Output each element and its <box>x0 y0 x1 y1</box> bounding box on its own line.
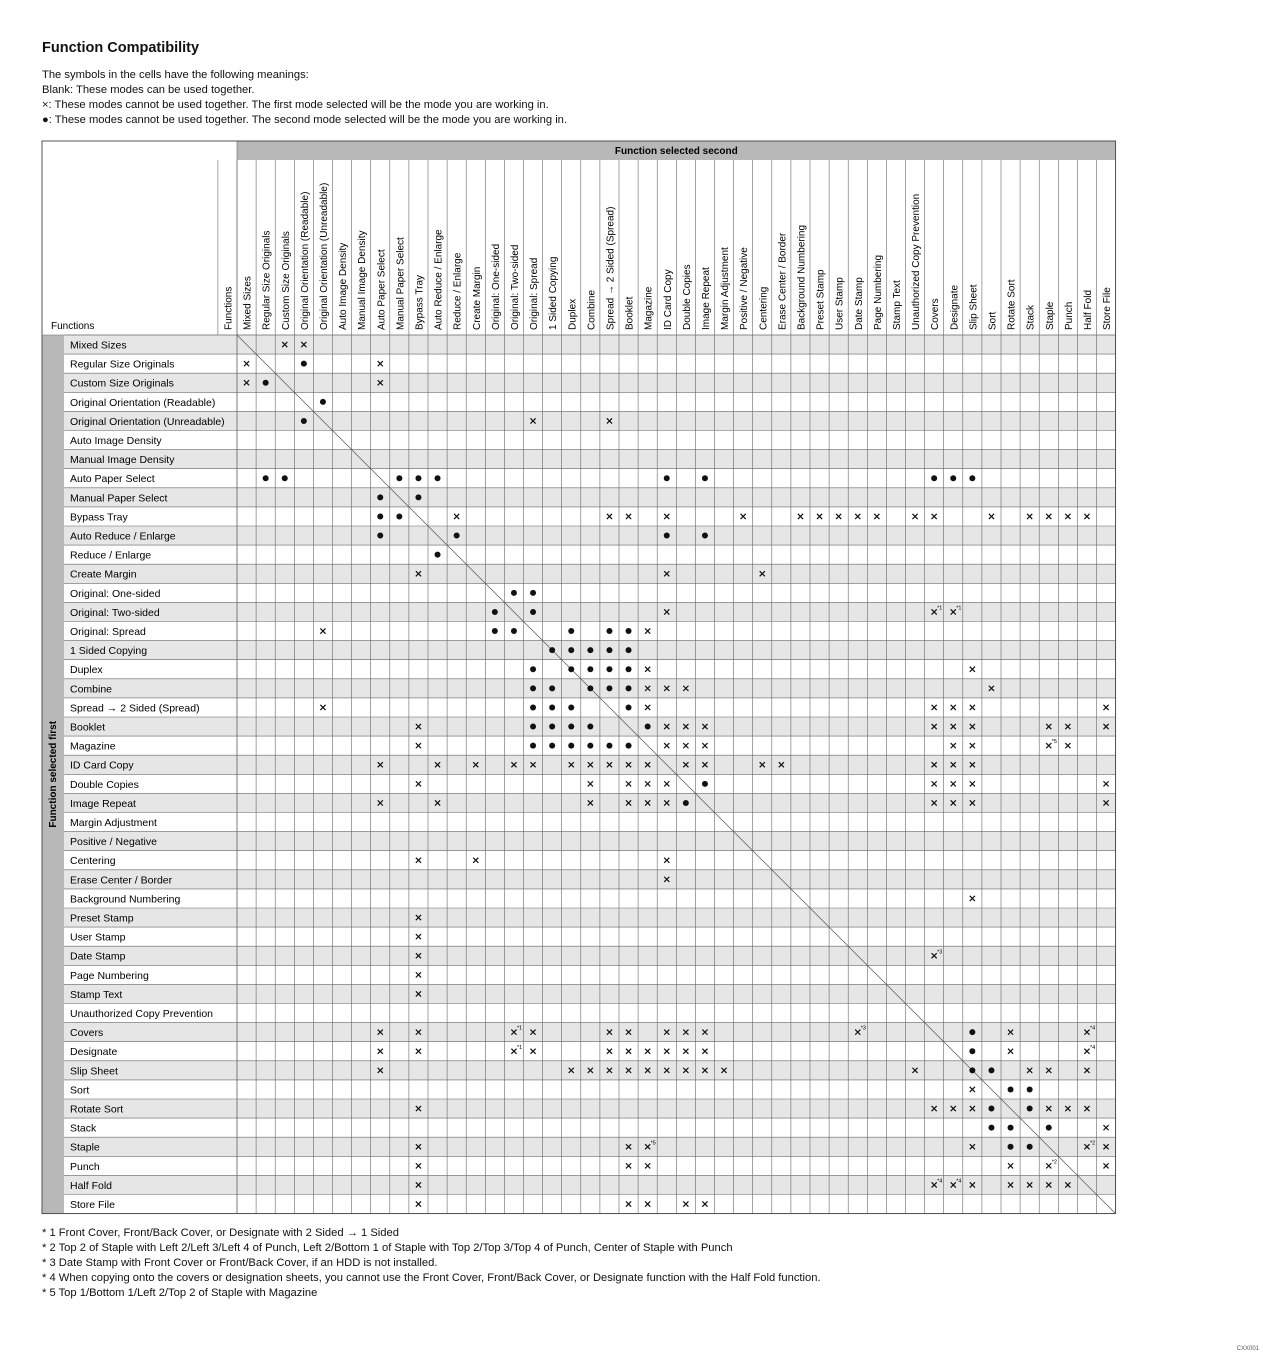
row-label: Regular Size Originals <box>70 358 175 371</box>
dot-mark <box>606 647 612 653</box>
dot-mark <box>626 666 632 672</box>
superscript-note: *1 <box>956 605 962 612</box>
row-label: Duplex <box>70 664 103 677</box>
superscript-note: *5 <box>1051 739 1057 746</box>
dot-mark <box>530 666 536 672</box>
superscript-note: *1 <box>516 1044 523 1051</box>
superscript-note: *3 <box>860 1025 866 1032</box>
dot-mark <box>568 666 574 672</box>
row-label: Original: One-sided <box>70 587 161 600</box>
dot-mark <box>587 724 593 730</box>
dot-mark <box>568 743 574 749</box>
row-shade <box>64 1023 1116 1042</box>
row-label: Create Margin <box>70 568 137 581</box>
dot-mark <box>415 494 421 500</box>
column-label: Custom Size Originals <box>280 231 292 330</box>
row-shade <box>64 832 1116 851</box>
row-label: Designate <box>70 1046 118 1059</box>
first-header-label: Function selected first <box>48 720 59 828</box>
row-label: Magazine <box>70 740 116 753</box>
dot-mark <box>549 743 555 749</box>
row-label: Image Repeat <box>70 797 136 810</box>
column-label: Stack <box>1025 304 1037 330</box>
row-label: Manual Paper Select <box>70 492 168 505</box>
column-label: Spread → 2 Sided (Spread) <box>605 206 617 330</box>
dot-mark <box>301 418 307 424</box>
dot-mark <box>1008 1144 1014 1150</box>
column-label: Combine <box>586 289 598 330</box>
column-label: Punch <box>1063 301 1075 330</box>
dot-mark <box>587 666 593 672</box>
row-label: Original Orientation (Unreadable) <box>70 415 225 428</box>
legend-line: The symbols in the cells have the following meanings: <box>42 69 309 81</box>
legend-line: ●: These modes cannot be used together. The second mode selected will be the mode you are working in. <box>42 114 568 126</box>
row-label: Punch <box>70 1160 100 1173</box>
dot-mark <box>626 685 632 691</box>
column-label: Margin Adjustment <box>720 247 732 330</box>
legend-line: Blank: These modes can be used together. <box>42 84 255 96</box>
dot-mark <box>626 628 632 634</box>
dot-mark <box>568 647 574 653</box>
dot-mark <box>415 475 421 481</box>
dot-mark <box>683 800 689 806</box>
row-label: 1 Sided Copying <box>70 645 148 658</box>
row-label: Auto Reduce / Enlarge <box>70 530 176 543</box>
superscript-note: *4 <box>1089 1044 1096 1051</box>
dot-mark <box>263 380 269 386</box>
dot-mark <box>606 628 612 634</box>
dot-mark <box>626 647 632 653</box>
superscript-note: *5 <box>650 1140 656 1147</box>
row-label: Preset Stamp <box>70 912 134 925</box>
column-label: Bypass Tray <box>414 274 426 330</box>
column-label: Regular Size Originals <box>261 230 273 330</box>
superscript-note: *2 <box>1051 1159 1057 1166</box>
row-label: Reduce / Enlarge <box>70 549 152 562</box>
column-label: Slip Sheet <box>968 284 980 330</box>
dot-mark <box>568 704 574 710</box>
column-label: Auto Paper Select <box>376 249 388 330</box>
row-label: Spread → 2 Sided (Spread) <box>70 702 200 715</box>
second-header-label: Function selected second <box>614 146 738 157</box>
dot-mark <box>1027 1086 1033 1092</box>
row-shade <box>64 488 1116 507</box>
column-label: ID Card Copy <box>662 269 674 330</box>
row-label: Rotate Sort <box>70 1103 124 1116</box>
column-label: Covers <box>930 298 942 330</box>
dot-mark <box>282 475 288 481</box>
dot-mark <box>435 475 441 481</box>
column-label: Duplex <box>567 298 579 330</box>
dot-mark <box>530 743 536 749</box>
superscript-note: *3 <box>937 949 943 956</box>
row-label: Slip Sheet <box>70 1065 118 1078</box>
superscript-note: *1 <box>516 1025 523 1032</box>
column-label: Manual Image Density <box>357 230 369 330</box>
column-label: Sort <box>987 311 999 330</box>
row-label: Mixed Sizes <box>70 339 127 352</box>
dot-mark <box>950 475 956 481</box>
dot-mark <box>530 685 536 691</box>
column-label: Page Numbering <box>872 254 884 330</box>
column-label: Unauthorized Copy Prevention <box>911 193 923 330</box>
row-shade <box>64 564 1116 583</box>
dot-mark <box>587 685 593 691</box>
column-label: Magazine <box>643 286 655 330</box>
dot-mark <box>492 628 498 634</box>
dot-mark <box>702 475 708 481</box>
column-label: Auto Reduce / Enlarge <box>433 229 445 330</box>
dot-mark <box>549 685 555 691</box>
column-label: Original Orientation (Unreadable) <box>318 182 330 330</box>
row-label: Background Numbering <box>70 893 181 906</box>
dot-mark <box>549 724 555 730</box>
dot-mark <box>969 1067 975 1073</box>
column-label: Double Copies <box>681 264 693 330</box>
row-label: User Stamp <box>70 931 126 944</box>
dot-mark <box>377 513 383 519</box>
column-label: Half Fold <box>1082 289 1094 330</box>
column-label: Create Margin <box>471 266 483 330</box>
row-label: Covers <box>70 1027 104 1040</box>
footnote: * 3 Date Stamp with Front Cover or Front/Back Cover, if an HDD is not installed. <box>42 1257 438 1269</box>
dot-mark <box>568 724 574 730</box>
dot-mark <box>1046 1125 1052 1131</box>
row-label: Centering <box>70 855 116 868</box>
dot-mark <box>606 685 612 691</box>
row-label: Margin Adjustment <box>70 817 157 829</box>
dot-mark <box>645 724 651 730</box>
superscript-note: *4 <box>1089 1025 1096 1032</box>
dot-mark <box>549 704 555 710</box>
row-label: Double Copies <box>70 778 139 791</box>
dot-mark <box>377 533 383 539</box>
row-label: Auto Image Density <box>70 435 162 447</box>
column-label: Background Numbering <box>796 224 808 330</box>
dot-mark <box>301 361 307 367</box>
row-shade <box>64 984 1116 1003</box>
column-label: Store File <box>1102 287 1114 330</box>
column-label: Original Orientation (Readable) <box>299 191 311 330</box>
dot-mark <box>396 513 402 519</box>
row-shade <box>64 1099 1116 1118</box>
row-label: Manual Image Density <box>70 454 175 467</box>
superscript-note: *4 <box>937 1178 943 1185</box>
footnote: * 2 Top 2 of Staple with Left 2/Left 3/Left 4 of Punch, Left 2/Bottom 1 of Staple with Top 2/Top 3/Top 4 of Punch, Center of Staple with Punch <box>42 1242 733 1254</box>
column-label: Rotate Sort <box>1006 279 1018 330</box>
footnote: * 1 Front Cover, Front/Back Cover, or Designate with 2 Sided → 1 Sided <box>42 1227 399 1239</box>
dot-mark <box>626 743 632 749</box>
dot-mark <box>1008 1125 1014 1131</box>
footnote: * 4 When copying onto the covers or designation sheets, you cannot use the Front Cover, Front/Back Cover, or Designate function with the Half Fold function. <box>42 1272 821 1284</box>
column-label: Positive / Negative <box>739 247 751 330</box>
row-label: Bypass Tray <box>70 511 128 524</box>
row-label: Half Fold <box>70 1179 113 1192</box>
column-label: Preset Stamp <box>815 269 827 330</box>
dot-mark <box>568 628 574 634</box>
dot-mark <box>530 609 536 615</box>
column-label: Manual Paper Select <box>395 237 407 330</box>
dot-mark <box>969 475 975 481</box>
dot-mark <box>988 1106 994 1112</box>
column-label: Centering <box>758 286 770 330</box>
row-shade <box>64 526 1116 545</box>
column-label: User Stamp <box>834 277 846 330</box>
dot-mark <box>969 1048 975 1054</box>
row-label: Stamp Text <box>70 988 123 1001</box>
row-label: Original Orientation (Readable) <box>70 396 216 409</box>
column-label: Designate <box>949 284 961 330</box>
row-shade <box>64 946 1116 965</box>
dot-mark <box>587 647 593 653</box>
superscript-note: *1 <box>937 605 943 612</box>
corner-functions-col: Functions <box>223 286 235 330</box>
column-label: Auto Image Density <box>338 242 350 330</box>
dot-mark <box>320 399 326 405</box>
dot-mark <box>1027 1106 1033 1112</box>
superscript-note: *2 <box>1089 1140 1096 1147</box>
dot-mark <box>664 475 670 481</box>
dot-mark <box>587 743 593 749</box>
column-label: Original: Two-sided <box>509 244 521 330</box>
dot-mark <box>530 724 536 730</box>
dot-mark <box>492 609 498 615</box>
column-label: Erase Center / Border <box>777 232 789 330</box>
row-label: Unauthorized Copy Prevention <box>70 1008 214 1020</box>
dot-mark <box>702 781 708 787</box>
dot-mark <box>396 475 402 481</box>
row-shade <box>64 335 1116 354</box>
row-label: Erase Center / Border <box>70 874 173 887</box>
dot-mark <box>988 1067 994 1073</box>
figure-code: CXX001 <box>1236 1346 1259 1352</box>
row-label: Stack <box>70 1122 97 1135</box>
column-label: Staple <box>1044 301 1056 330</box>
dot-mark <box>530 704 536 710</box>
row-label: Auto Paper Select <box>70 473 155 486</box>
row-label: Combine <box>70 683 113 696</box>
row-label: Custom Size Originals <box>70 377 174 390</box>
row-label: Sort <box>70 1084 90 1097</box>
dot-mark <box>606 666 612 672</box>
row-label: Original: Two-sided <box>70 606 160 619</box>
dot-mark <box>969 1029 975 1035</box>
row-shade <box>64 908 1116 927</box>
row-shade <box>64 1137 1116 1156</box>
column-label: 1 Sided Copying <box>548 256 560 330</box>
dot-mark <box>988 1125 994 1131</box>
row-shade <box>64 450 1116 469</box>
dot-mark <box>511 590 517 596</box>
row-label: Date Stamp <box>70 950 126 963</box>
dot-mark <box>931 475 937 481</box>
dot-mark <box>454 533 460 539</box>
corner-functions-row: Functions <box>51 321 95 332</box>
row-label: Staple <box>70 1141 100 1154</box>
column-label: Mixed Sizes <box>242 276 254 330</box>
dot-mark <box>377 494 383 500</box>
row-label: Original: Spread <box>70 626 146 638</box>
row-label: ID Card Copy <box>70 759 134 772</box>
column-label: Reduce / Enlarge <box>452 252 464 330</box>
column-label: Stamp Text <box>891 280 903 330</box>
dot-mark <box>1027 1144 1033 1150</box>
row-label: Booklet <box>70 721 106 734</box>
dot-mark <box>263 475 269 481</box>
dot-mark <box>702 533 708 539</box>
legend-line: ×: These modes cannot be used together. The first mode selected will be the mode you are working in. <box>42 99 549 111</box>
dot-mark <box>530 590 536 596</box>
dot-mark <box>549 647 555 653</box>
dot-mark <box>626 704 632 710</box>
column-label: Booklet <box>624 296 636 330</box>
row-shade <box>64 870 1116 889</box>
dot-mark <box>606 743 612 749</box>
row-label: Positive / Negative <box>70 836 157 849</box>
dot-mark <box>511 628 517 634</box>
page-title: Function Compatibility <box>42 40 200 56</box>
dot-mark <box>435 552 441 558</box>
dot-mark <box>664 533 670 539</box>
row-shade <box>64 373 1116 392</box>
superscript-note: *4 <box>956 1178 962 1185</box>
footnote: * 5 Top 1/Bottom 1/Left 2/Top 2 of Staple with Magazine <box>42 1287 318 1299</box>
row-label: Store File <box>70 1199 115 1211</box>
column-label: Image Repeat <box>700 267 712 330</box>
column-label: Date Stamp <box>853 277 865 330</box>
dot-mark <box>1008 1086 1014 1092</box>
column-label: Original: Spread <box>529 257 541 330</box>
column-label: Original: One-sided <box>490 243 502 330</box>
row-label: Page Numbering <box>70 969 149 982</box>
footnotes <box>42 1226 821 1301</box>
